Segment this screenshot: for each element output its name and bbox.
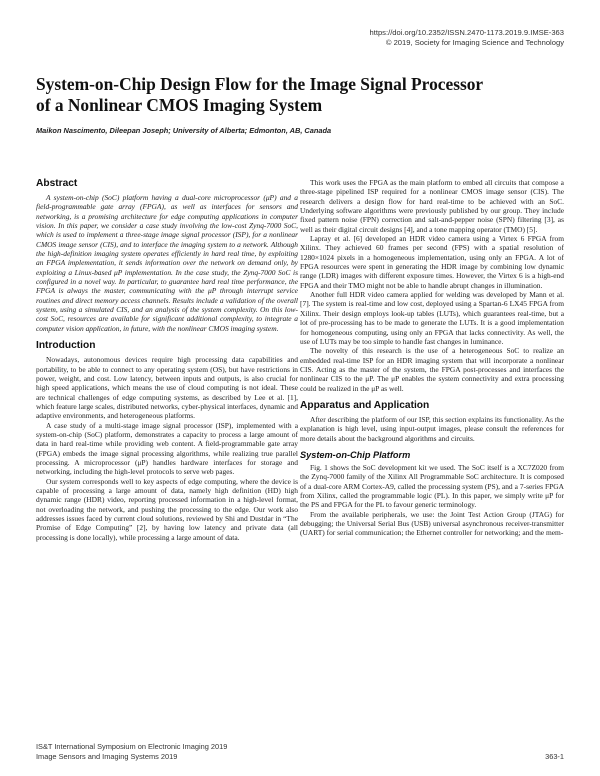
right-column xyxy=(300,178,564,538)
body-paragraph: The novelty of this research is the use of a heterogeneous SoC to realize an embedded real-time ISP for an HDR imaging system that will incorporate a nonlinear CIS. Acting as the master of the system, the FPGA post-processes and interfaces the nonlinear CIS to the μP. The μP enables the system connectivity and extra processing could be realized in the μP as well. xyxy=(300,346,564,393)
soc-subheading: System-on-Chip Platform xyxy=(300,449,411,460)
abstract-text: A system-on-chip (SoC) platform having a dual-core microprocessor (μP) and a field-programmable gate array (FPGA), as well as interfaces for sensors and networking, is a promising architecture for edge computing applications in computer vision. In this paper, we consider a case study involving the low-cost Zynq-7000 SoC, which is used to implement a three-stage image signal processor (ISP), for a nonlinear CMOS image sensor (CIS), and to interface the imaging system to a network. Although the high-definition imaging system operates efficiently in hard real time, by exploiting an FPGA implementation, it sends information over the network on demand only, by exploiting a Linux-based μP implementation. In the case study, the Zynq-7000 SoC is configured in a novel way. In particular, to guarantee hard real time performance, the FPGA is always the master, communicating with the μP through interrupt service routines and direct memory access channels. Results include a validation of the overall system, using a simulated CIS, and an analysis of the system complexity. On this low-cost SoC, resources are available for significant additional complexity, to integrate a computer vision application, in future, with the nonlinear CMOS imaging system. xyxy=(36,193,298,333)
apparatus-heading: Apparatus and Application xyxy=(300,399,430,411)
page-number: 363-1 xyxy=(545,752,564,761)
footer-conference xyxy=(36,742,227,761)
title-line-1: System-on-Chip Design Flow for the Image Signal Processor xyxy=(36,74,484,94)
abstract-heading: Abstract xyxy=(36,178,78,189)
introduction-heading: Introduction xyxy=(36,340,96,352)
body-paragraph: Another full HDR video camera applied for welding was developed by Mann et al. [7]. The system is real-time and low cost, deployed using a Spartan-6 LX45 FPGA from Xilinx. Their design employs look-up tables (LUTs), which guarantees real-time, but a lot of pre-processing has to be made to generate the LUTs. It is a good implementation for homogeneous computing, using only an FPGA that lacks connectivity. As well, the use of LUTs may be too simple to handle fast changes in luminance. xyxy=(300,290,564,346)
copyright-notice: © 2019, Society for Imaging Science and Technology xyxy=(385,38,564,47)
intro-paragraph: Our system corresponds well to key aspects of edge computing, where the device is capable of processing a large amount of data, namely high definition (HD) high dynamic range (HDR) video, reporting processed information in a high-level format, not overloading the network, and pushing the processing to the edge. Our work also addresses issues faced by current cloud solutions, reviewed by Shi and Dustdar in “The Promise of Edge Computing” [2], by having low latency and private data (all processing is done locally), while processing a large amount of data. xyxy=(36,476,298,542)
conference-name: IS&T International Symposium on Electronic Imaging 2019 xyxy=(36,742,228,751)
soc-paragraph: Fig. 1 shows the SoC development kit we used. The SoC itself is a XC7Z020 from the Zynq-7000 family of the Xilinx All Programmable SoC architecture. It is composed of a dual-core ARM Cortex-A9, called the processing system (PS), and a 7-series FPGA from Xilinx, called the programmable logic (PL). In this paper, we simply write μP for the PS and FPGA for the PL to favour generic terminology. xyxy=(300,462,564,510)
proceedings-name: Image Sensors and Imaging Systems 2019 xyxy=(36,751,178,761)
paper-title xyxy=(36,74,536,116)
authors-affiliation: Maikon Nascimento, Dileepan Joseph; University of Alberta; Edmonton, AB, Canada xyxy=(36,126,332,135)
body-paragraph: Lapray et al. [6] developed an HDR video camera using a Virtex 6 FPGA from Xilinx. They achieved 60 frames per second (FPS) with a spatial resolution of 1280×1024 pixels in a homogeneous implementation, using only an FPGA. A lot of FPGA resources were spent in generating the HDR image by combining low dynamic range (LDR) images with different exposure times. However, the Virtex 6 is a high-end FPGA and their TMO might not be able to handle abrupt changes in illumination. xyxy=(300,234,564,290)
left-column xyxy=(36,178,298,542)
soc-paragraph: From the available peripherals, we use: the Joint Test Action Group (JTAG) for debugging; the Universal Serial Bus (USB) universal asynchronous receiver-transmitter (UART) for serial communication; the Ethernet controller for networking; and the mem- xyxy=(300,509,564,538)
doi-header xyxy=(370,28,564,48)
apparatus-paragraph: After describing the platform of our ISP, this section explains its functionality. As the explanation is high level, using input-output images, please consult the references for more details about the background algorithms and circuits. xyxy=(300,414,564,443)
title-line-2: of a Nonlinear CMOS Imaging System xyxy=(36,95,323,115)
body-paragraph: This work uses the FPGA as the main platform to embed all circuits that compose a three-stage pipelined ISP required for a nonlinear CMOS image sensor (CIS). The research delivers a design flow for hard real-time to be achieved with an SoC. Underlying software algorithms were previously published by our group. They include fixed pattern noise (FPN) correction and salt-and-pepper noise (SPN) filtering [3], as well as their digital circuit designs [4], and a tone mapping operator (TMO) [5]. xyxy=(300,178,564,234)
intro-paragraph: Nowadays, autonomous devices require high processing data capabilities and portability, to be able to connect to any operating system (OS), but have restrictions in power, weight, and cost. Low latency, between inputs and outputs, is also crucial for high speed applications, which means the use of cloud computing is not ideal. These are technical challenges of edge computing systems, as described by Lee et al. [1], which feature large scales, distributed networks, cyber-physical interfaces, dynamic and adaptive environments, and heterogeneous platforms. xyxy=(36,355,298,421)
doi-link[interactable]: https://doi.org/10.2352/ISSN.2470-1173.2019.9.IMSE-363 xyxy=(369,28,564,37)
intro-paragraph: A case study of a multi-stage image signal processor (ISP), implemented with a system-on-chip (SoC) platform, demonstrates a capacity to process a large amount of data in hard real-time while providing web content. A field-programmable gate array (FPGA) embeds the image signal processing algorithms, while realizing true parallel processing. A microprocessor (μP) handles hardware interfaces for storage and networking, including the high-level protocols to serve web pages. xyxy=(36,420,298,477)
